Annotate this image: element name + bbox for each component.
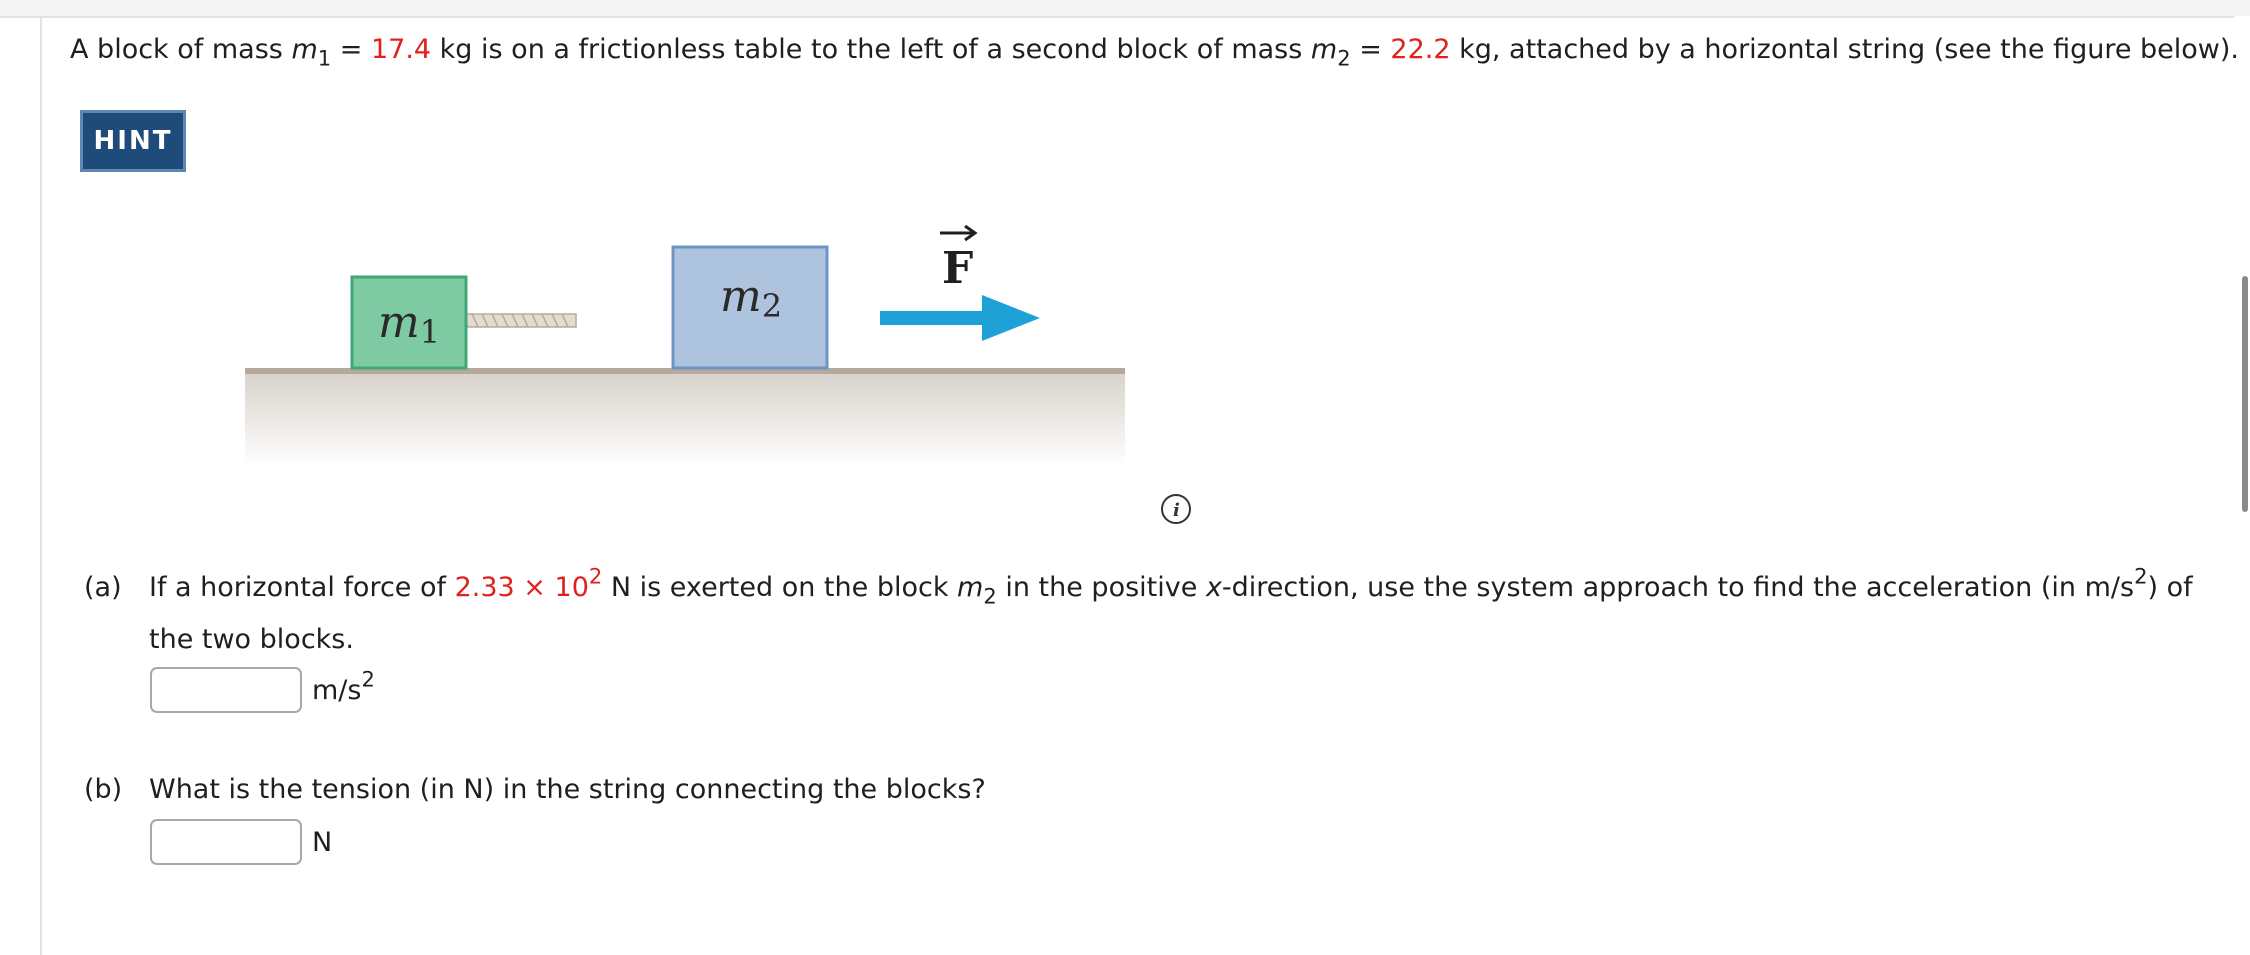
svg-text:i: i <box>1173 500 1180 521</box>
scrollbar[interactable] <box>2234 16 2250 955</box>
part-b-answer-row <box>150 819 332 865</box>
block-m1-label: m1 <box>378 297 441 351</box>
acceleration-input[interactable] <box>150 667 302 713</box>
force-arrow <box>880 295 1040 341</box>
mass1-symbol: m <box>291 34 318 65</box>
tension-unit: N <box>312 826 333 858</box>
problem-text: kg is on a frictionless table to the left of a second block of mass <box>431 34 1311 65</box>
problem-text: kg, attached by a horizontal string (see the figure below). <box>1450 34 2240 65</box>
part-a-answer-row <box>150 667 375 713</box>
force-vector-label <box>940 226 975 294</box>
equals-sign: = <box>1350 34 1391 65</box>
acceleration-unit: $m/s^2$ <box>312 665 375 706</box>
page-top-border <box>0 0 2250 18</box>
part-b-question: What is the tension (in N) in the string connecting the blocks? <box>149 774 986 805</box>
part-a-question: If a horizontal force of $2.33 \times 10^2$ N is exerted on the block $m_2$ in the positive x-direction, use the system approach to find the acceleration (in $m/s^2$) of the two blocks. <box>149 563 2193 656</box>
figure-svg <box>240 225 1140 475</box>
equals-sign: = <box>331 34 371 65</box>
scrollbar-thumb[interactable] <box>2242 276 2248 512</box>
hint-button[interactable]: HINT <box>80 110 186 172</box>
force-value: $2.33 \times 10^2$ <box>454 563 603 603</box>
table-body <box>245 372 1125 467</box>
mass2-subscript: 2 <box>1337 45 1351 71</box>
mass1-subscript: 1 <box>317 45 332 71</box>
problem-statement <box>70 30 2239 78</box>
mass1-value: 17.4 <box>370 34 432 65</box>
mass2-symbol: m <box>1310 34 1338 65</box>
svg-text:F: F <box>942 243 974 294</box>
problem-text: A block of mass <box>70 34 292 65</box>
blocks-figure <box>240 225 1140 475</box>
mass2-value: 22.2 <box>1390 34 1451 65</box>
content-left-border <box>40 16 42 955</box>
info-icon[interactable] <box>1160 493 1192 525</box>
block-m2-label: m2 <box>720 271 783 325</box>
tension-input[interactable] <box>150 819 302 865</box>
part-b-label: (b) <box>84 774 123 805</box>
part-a-label: (a) <box>84 572 122 603</box>
